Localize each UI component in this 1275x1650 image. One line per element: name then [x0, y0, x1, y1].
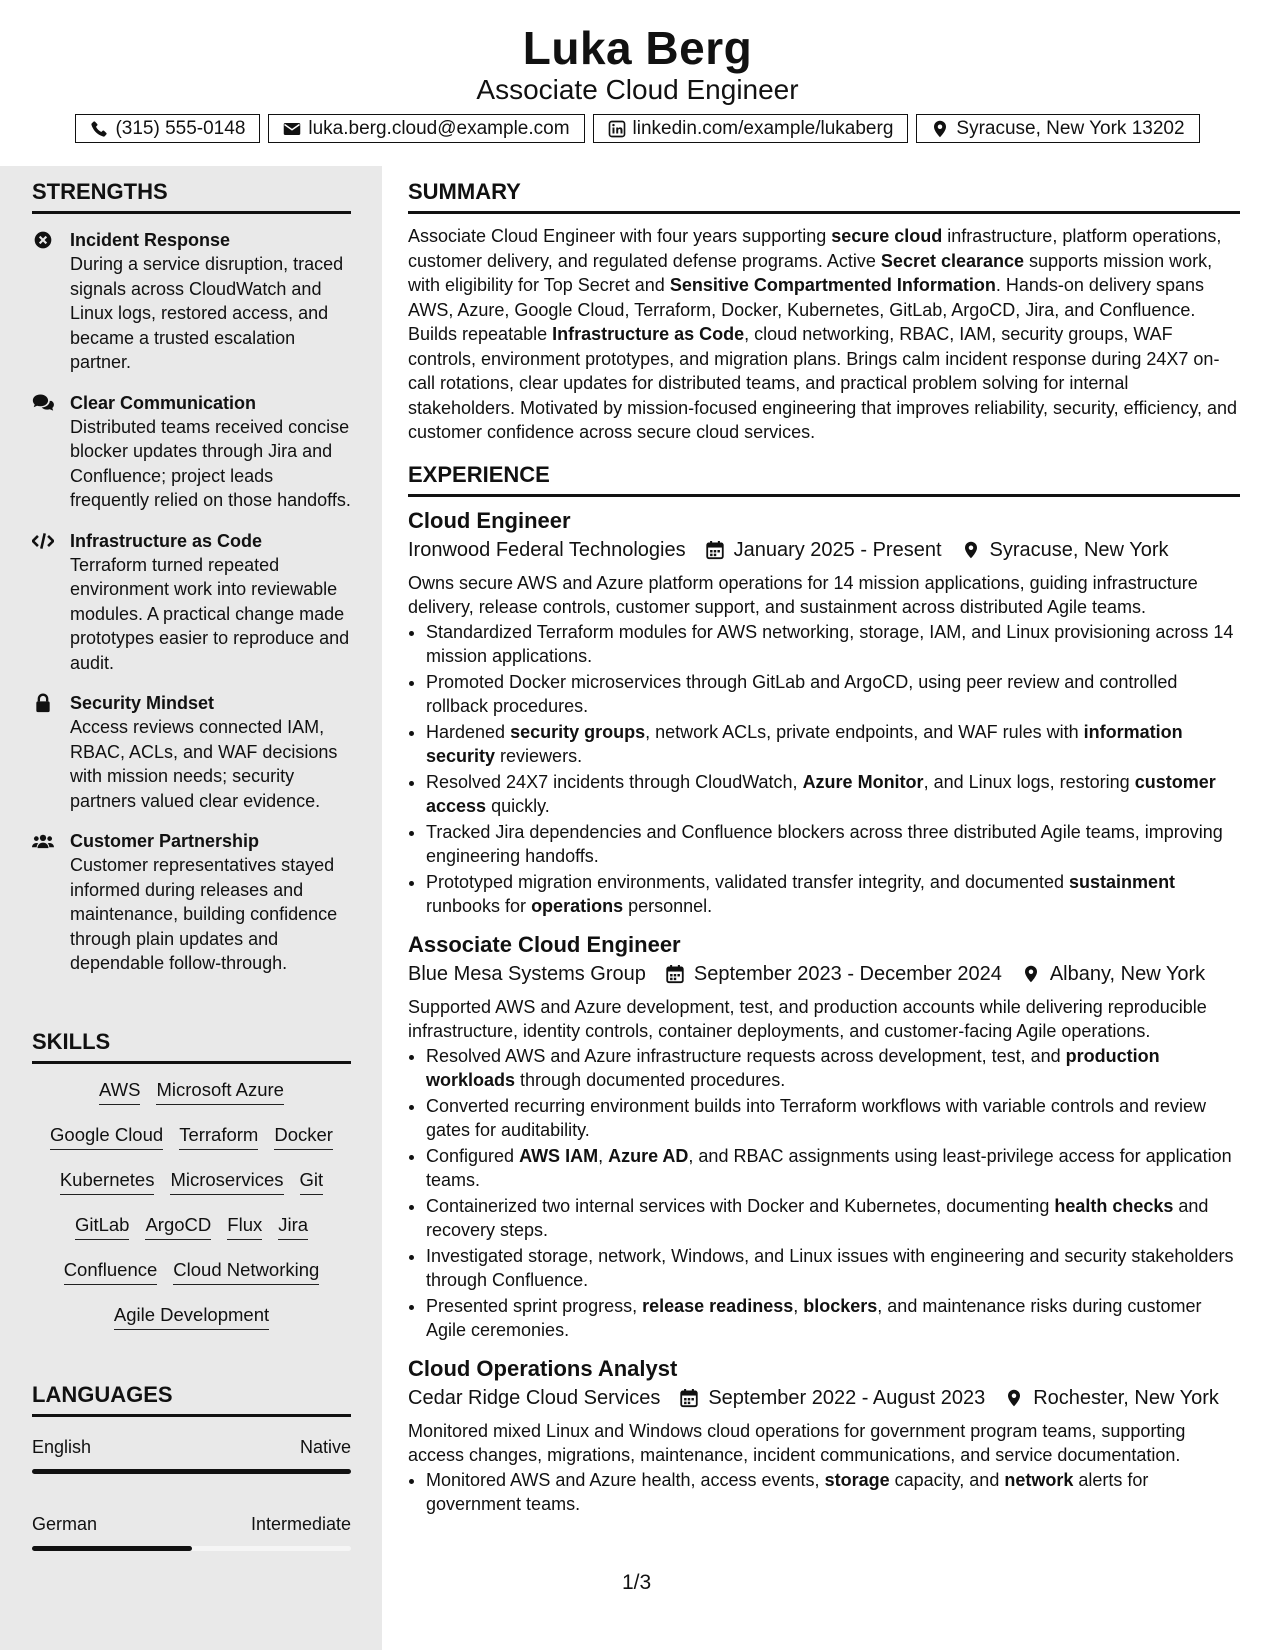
job-bullets	[408, 1044, 1240, 1343]
job-company: Blue Mesa Systems Group	[408, 962, 646, 985]
skill-tag: ArgoCD	[145, 1213, 211, 1240]
bullet-item: • Containerized two internal services with Docker and Kubernetes, documenting health checks and recovery steps.	[426, 1194, 1240, 1243]
summary-heading: SUMMARY	[408, 178, 1240, 214]
language-item	[32, 1512, 351, 1551]
skill-row	[32, 1258, 351, 1303]
bullet-item: • Converted recurring environment builds into Terraform workflows with variable controls and review gates for auditability.	[426, 1094, 1240, 1143]
bullet-item: • Standardized Terraform modules for AWS networking, storage, IAM, and Linux provisioning across 14 mission applications.	[426, 620, 1240, 669]
job-description: Owns secure AWS and Azure platform operations for 14 mission applications, guiding infrastructure delivery, release controls, customer support, and sustainment across distributed Agile teams.	[408, 572, 1198, 617]
skill-tag: Microsoft Azure	[156, 1078, 284, 1105]
bullet-item: • Resolved 24X7 incidents through CloudWatch, Azure Monitor, and Linux logs, restoring customer access quickly.	[426, 770, 1240, 819]
envelope-icon	[283, 120, 301, 138]
skill-row	[32, 1303, 351, 1348]
skill-tag: Jira	[278, 1213, 308, 1240]
job-entry	[408, 931, 1240, 1343]
map-pin-icon	[931, 120, 949, 138]
skill-tag: Flux	[227, 1213, 262, 1240]
skill-row	[32, 1123, 351, 1168]
bullet-item: • Configured AWS IAM, Azure AD, and RBAC assignments using least-privilege access for application teams.	[426, 1144, 1240, 1193]
contact-email[interactable]	[268, 114, 584, 143]
job-role: Associate Cloud Engineer	[408, 931, 681, 957]
skill-tag: Docker	[274, 1123, 333, 1150]
strength-item	[32, 691, 351, 813]
skill-row	[32, 1078, 351, 1123]
email-text: luka.berg.cloud@example.com	[308, 117, 570, 139]
job-title: Associate Cloud Engineer	[476, 74, 799, 105]
code-icon	[32, 531, 54, 551]
person-name: Luka Berg	[522, 22, 753, 74]
bullet-item: • Tracked Jira dependencies and Confluence blockers across three distributed Agile teams, improving engineering handoffs.	[426, 820, 1240, 869]
page-number: 1/3	[622, 1571, 652, 1594]
job-location: Rochester, New York	[1033, 1386, 1219, 1409]
job-entry	[408, 507, 1240, 919]
skill-tag: Microservices	[170, 1168, 283, 1195]
strength-title: Clear Communication	[70, 392, 257, 413]
languages-section	[32, 1381, 351, 1575]
contact-bar	[0, 114, 1275, 143]
bullet-item: • Investigated storage, network, Windows, and Linux issues with engineering and security stakeholders through Confluence.	[426, 1244, 1240, 1293]
strength-title: Incident Response	[70, 230, 231, 250]
bullet-item: • Presented sprint progress, release readiness, blockers, and maintenance risks during customer Agile ceremonies.	[426, 1294, 1240, 1343]
linkedin-text: linkedin.com/example/lukaberg	[632, 117, 894, 139]
bullet-item: • Monitored AWS and Azure health, access events, storage capacity, and network alerts for government teams.	[426, 1468, 1240, 1517]
proficiency-fill	[32, 1469, 351, 1474]
job-bullets	[408, 1468, 1240, 1517]
bullet-item: • Resolved AWS and Azure infrastructure requests across development, test, and production workloads through documented procedures.	[426, 1044, 1240, 1093]
strength-desc: Terraform turned repeated environment work into reviewable modules. A practical change made prototypes easier to reproduce and audit.	[70, 554, 350, 673]
job-meta	[408, 535, 1240, 565]
lock-icon	[32, 693, 54, 713]
language-name: German	[32, 1514, 98, 1534]
job-company: Ironwood Federal Technologies	[408, 538, 686, 561]
job-role: Cloud Operations Analyst	[408, 1355, 678, 1381]
map-pin-icon	[1022, 964, 1040, 984]
phone-icon	[90, 120, 108, 138]
strength-title: Infrastructure as Code	[70, 530, 263, 551]
proficiency-bar	[32, 1546, 351, 1551]
resume-header	[0, 0, 1275, 158]
language-level: Intermediate	[250, 1514, 351, 1534]
skill-tag: AWS	[99, 1078, 140, 1105]
location-text: Syracuse, New York 13202	[956, 117, 1185, 139]
job-role: Cloud Engineer	[408, 507, 571, 533]
job-entry	[408, 1355, 1240, 1517]
calendar-icon	[680, 1388, 698, 1408]
language-level: Native	[299, 1437, 351, 1457]
strength-desc: During a service disruption, traced signals across CloudWatch and Linux logs, restored access, and became a trusted escalation partner.	[70, 254, 344, 372]
skill-tag: Kubernetes	[60, 1168, 155, 1195]
users-icon	[32, 831, 54, 851]
skill-tag: Google Cloud	[50, 1123, 163, 1150]
bullet-item: • Promoted Docker microservices through GitLab and ArgoCD, using peer review and controlled rollback procedures.	[426, 670, 1240, 719]
strengths-section	[32, 178, 351, 992]
strength-desc: Distributed teams received concise blocker updates through Jira and Confluence; project leads frequently relied on those handoffs.	[70, 416, 351, 510]
summary-text: Associate Cloud Engineer with four years supporting secure cloud infrastructure, platform operations, customer delivery, and regulated defense programs. Active Secret clearance supports mission work, with eligibility for Top Secret and Sensitive Compartmented Information. Hands-on delivery spans AWS, Azure, Google Cloud, Terraform, Docker, Kubernetes, GitLab, ArgoCD, Jira, and Confluence. Builds repeatable Infrastructure as Code, cloud networking, RBAC, IAM, security groups, WAF controls, environment prototypes, and migration plans. Brings calm incident response during 24X7 on-call rotations, clear updates for distributed teams, and practical problem solving for internal stakeholders. Motivated by mission-focused engineering that improves reliability, security, efficiency, and customer confidence across secure cloud services.	[408, 226, 1238, 442]
language-name: English	[32, 1437, 92, 1457]
job-description: Monitored mixed Linux and Windows cloud operations for government program teams, supporting access changes, migrations, maintenance, incident communications, and service documentation.	[408, 1420, 1186, 1465]
comments-icon	[32, 393, 54, 413]
job-dates: September 2022 - August 2023	[708, 1386, 986, 1409]
strength-item	[32, 391, 351, 513]
job-bullets	[408, 620, 1240, 919]
strength-item	[32, 829, 351, 976]
skill-tag: Terraform	[179, 1123, 258, 1150]
skill-tag: Confluence	[64, 1258, 158, 1285]
skill-tag: Agile Development	[114, 1303, 269, 1330]
map-pin-icon	[962, 540, 980, 560]
bullet-item: • Hardened security groups, network ACLs, private endpoints, and WAF rules with information security reviewers.	[426, 720, 1240, 769]
strength-title: Security Mindset	[70, 693, 215, 713]
skills-heading: SKILLS	[32, 1028, 351, 1064]
skill-tag: Cloud Networking	[173, 1258, 319, 1285]
strengths-heading: STRENGTHS	[32, 178, 351, 214]
phone-text: (315) 555-0148	[115, 117, 246, 139]
skill-tag: Git	[300, 1168, 324, 1195]
job-dates: September 2023 - December 2024	[693, 962, 1002, 985]
languages-heading: LANGUAGES	[32, 1381, 351, 1417]
job-description: Supported AWS and Azure development, test, and production accounts while delivering reproducible infrastructure, identity controls, container deployments, and customer-facing Agile operations.	[408, 996, 1207, 1041]
proficiency-fill	[32, 1546, 192, 1551]
strength-title: Customer Partnership	[70, 831, 260, 851]
strength-desc: Access reviews connected IAM, RBAC, ACLs, and WAF decisions with mission needs; security partners valued clear evidence.	[70, 717, 338, 811]
job-location: Syracuse, New York	[989, 538, 1169, 561]
language-item	[32, 1435, 351, 1474]
skills-section	[32, 1028, 351, 1348]
contact-linkedin[interactable]	[593, 114, 909, 143]
bullet-item: • Prototyped migration environments, validated transfer integrity, and documented sustainment runbooks for operations personnel.	[426, 870, 1240, 919]
map-pin-icon	[1005, 1388, 1023, 1408]
job-location: Albany, New York	[1049, 962, 1206, 985]
skill-tag: GitLab	[75, 1213, 130, 1240]
job-meta	[408, 1383, 1240, 1413]
strength-desc: Customer representatives stayed informed during releases and maintenance, building confidence through plain updates and dependable follow-through.	[70, 855, 338, 973]
contact-location	[916, 114, 1199, 143]
job-dates: January 2025 - Present	[733, 538, 942, 561]
calendar-icon	[666, 964, 684, 984]
job-company: Cedar Ridge Cloud Services	[408, 1386, 661, 1409]
skill-row	[32, 1213, 351, 1258]
job-meta	[408, 959, 1240, 989]
contact-phone[interactable]	[75, 114, 260, 143]
experience-heading: EXPERIENCE	[408, 461, 1240, 497]
strength-item	[32, 529, 351, 676]
x-circle-icon	[32, 230, 54, 250]
skill-row	[32, 1168, 351, 1213]
main-content	[408, 178, 1240, 1529]
proficiency-bar	[32, 1469, 351, 1474]
sidebar	[0, 166, 382, 1650]
strength-item	[32, 228, 351, 375]
calendar-icon	[706, 540, 724, 560]
linkedin-icon	[608, 120, 626, 138]
experience-list	[408, 507, 1240, 1517]
